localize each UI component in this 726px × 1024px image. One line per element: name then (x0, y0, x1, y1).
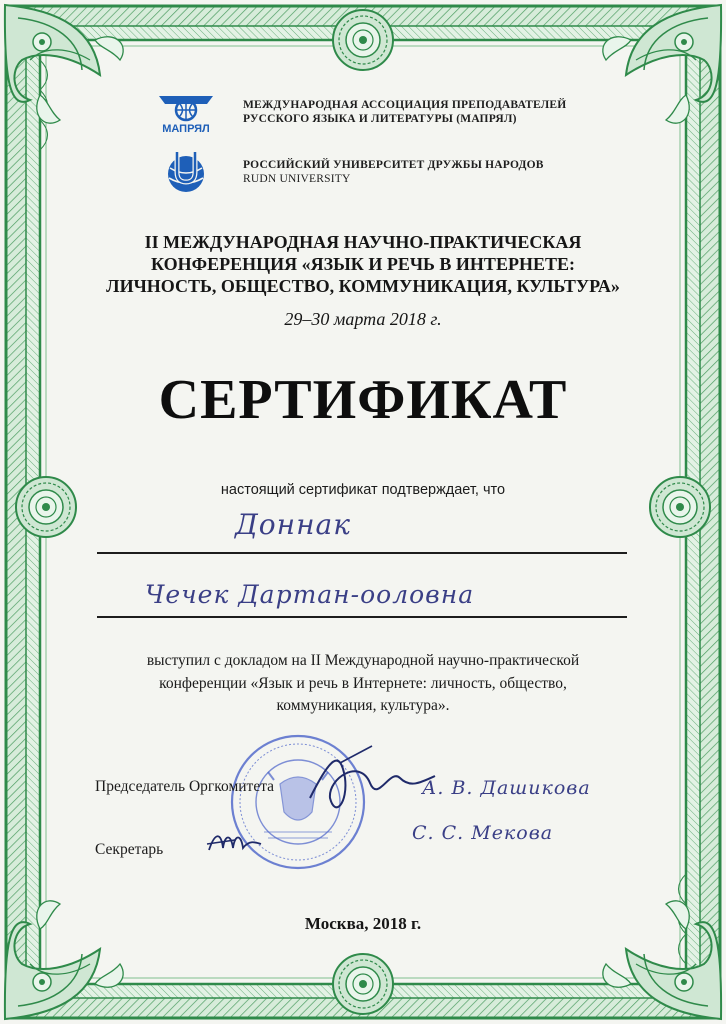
secretary-signature-icon (205, 822, 265, 862)
conference-title (80, 231, 646, 297)
certificate-body (80, 650, 646, 718)
maprial-org-row (155, 90, 566, 134)
secretary-label: Секретарь (95, 841, 164, 858)
rudn-name-line2: RUDN UNIVERSITY (243, 173, 351, 185)
recipient-given-name: Чечек Дартан-ооловна (145, 580, 475, 609)
certificate-heading: СЕРТИФИКАТ (158, 369, 568, 431)
maprial-name-line2: РУССКОГО ЯЗЫКА И ЛИТЕРАТУРЫ (МАПРЯЛ) (243, 113, 517, 125)
chair-signature-icon (300, 738, 440, 828)
body-line3: коммуникация, культура». (276, 697, 450, 714)
conference-title-line2: КОНФЕРЕНЦИЯ «ЯЗЫК И РЕЧЬ В ИНТЕРНЕТЕ: (151, 254, 575, 274)
city-year: Москва, 2018 г. (304, 914, 422, 933)
conference-dates: 29–30 марта 2018 г. (284, 309, 442, 329)
maprial-logo-icon (155, 90, 217, 134)
rudn-logo-icon (155, 150, 217, 194)
rudn-name (243, 158, 544, 186)
rudn-org-row (155, 150, 544, 194)
body-line1: выступил с докладом на II Международной научно-практической (146, 652, 580, 669)
maprial-name-line1: МЕЖДУНАРОДНАЯ АССОЦИАЦИЯ ПРЕПОДАВАТЕЛЕЙ (243, 99, 567, 111)
maprial-name (243, 98, 566, 126)
chair-label: Председатель Оргкомитета (95, 778, 275, 795)
secretary-name: С. С. Мекова (412, 822, 554, 844)
body-line2: конференции «Язык и речь в Интернете: личность, общество, (159, 674, 567, 692)
confirmation-text: настоящий сертификат подтверждает, что (220, 482, 506, 498)
rudn-name-line1: РОССИЙСКИЙ УНИВЕРСИТЕТ ДРУЖБЫ НАРОДОВ (243, 159, 544, 171)
conference-title-line3: ЛИЧНОСТЬ, ОБЩЕСТВО, КОММУНИКАЦИЯ, КУЛЬТУРА» (106, 276, 620, 296)
recipient-surname: Доннак (235, 508, 351, 541)
surname-underline (97, 552, 627, 554)
chair-name: А. В. Дашикова (422, 777, 591, 799)
given-name-underline (97, 616, 627, 618)
maprial-logo-text: МАПРЯЛ (162, 123, 210, 134)
conference-title-line1: II МЕЖДУНАРОДНАЯ НАУЧНО-ПРАКТИЧЕСКАЯ (144, 232, 582, 252)
